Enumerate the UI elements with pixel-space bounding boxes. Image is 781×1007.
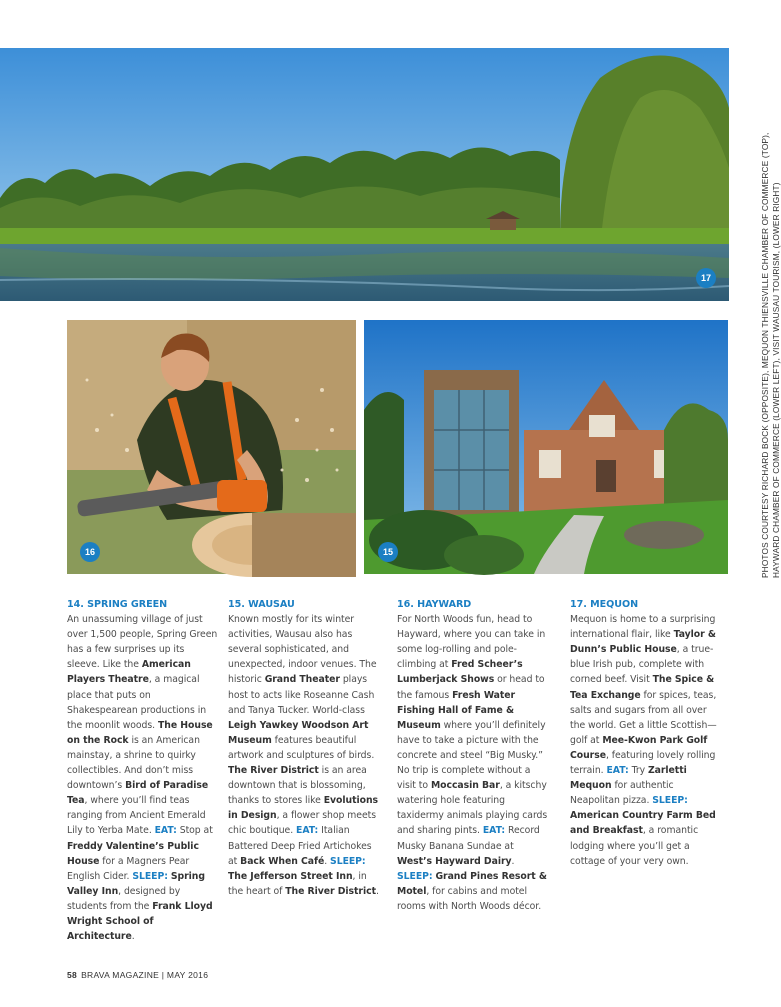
venue-name: The Spice & Tea Exchange xyxy=(570,674,715,701)
page-footer xyxy=(67,970,208,980)
text: , in the heart of xyxy=(228,870,367,897)
section-heading-hayward: 16. HAYWARD xyxy=(397,599,472,610)
text: , designed by students from the xyxy=(67,885,181,912)
photo-credit xyxy=(760,118,781,578)
venue-name: Fresh Water Fishing Hall of Fame & Museum xyxy=(397,689,516,731)
venue-name: Leigh Yawkey Woodson Art Museum xyxy=(228,719,369,746)
venue-name: The House on the Rock xyxy=(67,719,213,746)
venue-name: Moccasin Bar xyxy=(430,780,500,792)
venue-name: Grand Pines Resort & Motel xyxy=(397,870,547,897)
article-wausau xyxy=(228,597,380,899)
venue-name: Evolutions in Design xyxy=(228,795,378,822)
photo-number-badge-16: 16 xyxy=(80,542,100,562)
text: , for cabins and motel rooms with North Woods décor. xyxy=(397,885,542,912)
text: , a true-blue Irish pub, complete with corned beef. Visit xyxy=(570,644,714,686)
text: . xyxy=(324,855,331,867)
article-hayward xyxy=(397,597,549,914)
eat-label: EAT: xyxy=(154,825,177,837)
text: features beautiful artwork and sculptures of birds. xyxy=(228,734,375,761)
text: is an American mainstay, a shrine to quirky collectibles. And don’t miss downtown’s xyxy=(67,734,200,792)
venue-name: Taylor & Dunn’s Public House xyxy=(570,629,716,656)
venue-name: Fred Scheer’s Lumberjack Shows xyxy=(397,659,523,686)
page-number: 58 xyxy=(67,970,78,980)
venue-name: Back When Café xyxy=(240,855,325,867)
venue-name: Frank Lloyd Wright School of Architecture xyxy=(67,900,213,943)
photo-credit-line-2: HAYWARD CHAMBER OF COMMERCE (LOWER LEFT), VISIT WAUSAU TOURISM, (LOWER RIGHT) xyxy=(770,182,781,578)
venue-name: Spring Valley Inn xyxy=(67,870,205,897)
section-heading-wausau: 15. WAUSAU xyxy=(228,599,295,610)
magazine-issue: BRAVA MAGAZINE | MAY 2016 xyxy=(81,970,209,980)
venue-name: American Country Farm Bed and Breakfast xyxy=(570,810,716,837)
article-spring-green xyxy=(67,597,219,944)
eat-label: EAT: xyxy=(296,825,319,837)
photo-number-badge-15: 15 xyxy=(378,542,398,562)
venue-name: Bird of Paradise Tea xyxy=(67,780,209,807)
venue-name: Grand Theater xyxy=(264,674,340,686)
photo-number-badge-17: 17 xyxy=(696,268,716,288)
venue-name: American Players Theatre xyxy=(67,659,191,686)
sleep-label: SLEEP: xyxy=(132,870,168,882)
text: . xyxy=(375,885,379,897)
text: is an area downtown that is blossoming, thanks to stores like xyxy=(228,765,367,807)
text: For North Woods fun, head to Hayward, where you can take in some log-rolling and pole-climbing at xyxy=(397,614,546,671)
photo-credit-line-1: PHOTOS COURTESY RICHARD BOCK (OPPOSITE), MEQUON THIENSVILLE CHAMBER OF COMMERCE (TOP), xyxy=(760,132,770,578)
text: An unassuming village of just over 1,500 people, Spring Green has a few surprises up its sleeve. Like the xyxy=(67,614,218,671)
text: , a romantic lodging where you’ll get a cottage of your very own. xyxy=(570,825,699,867)
text: for a Magners Pear English Cider. xyxy=(67,855,190,882)
text: , featuring lovely rolling terrain. xyxy=(570,749,716,777)
text: . xyxy=(511,855,515,867)
venue-name: The Jefferson Street Inn xyxy=(228,870,353,882)
text: . xyxy=(131,931,135,943)
venue-name: Freddy Valentine’s Public House xyxy=(67,840,199,867)
article-mequon xyxy=(570,597,722,869)
sleep-label: SLEEP: xyxy=(652,795,688,807)
photo-wausau-museum xyxy=(364,320,728,574)
text: Stop at xyxy=(176,825,213,837)
text: for authentic Neapolitan pizza. xyxy=(570,780,674,807)
sleep-label: SLEEP: xyxy=(330,855,366,867)
venue-name: West’s Hayward Dairy xyxy=(397,855,512,867)
text: where you’ll definitely have to take a picture with the concrete and steel “Big Musky.” No trip is complete without a visit to xyxy=(397,719,546,792)
text: Try xyxy=(628,765,648,777)
text: Italian Battered Deep Fried Artichokes at xyxy=(228,825,372,867)
text: or head to the famous xyxy=(397,674,545,701)
venue-name: Zarletti Mequon xyxy=(570,765,687,792)
text: , a magical place that puts on Shakespearean productions in the moonlit woods. xyxy=(67,674,207,731)
text: Known mostly for its winter activities, Wausau also has several sophisticated, and unexpected, indoor venues. The historic xyxy=(228,614,377,686)
venue-name: The River District xyxy=(228,765,319,777)
section-heading-spring-green: 14. SPRING GREEN xyxy=(67,599,168,610)
section-heading-mequon: 17. MEQUON xyxy=(570,599,639,610)
photo-mequon-pond xyxy=(0,48,729,301)
sleep-label: SLEEP: xyxy=(397,870,433,882)
eat-label: EAT: xyxy=(482,825,506,837)
text: plays host to acts like Roseanne Cash and Tanya Tucker. World-class xyxy=(228,674,375,716)
venue-name: The River District xyxy=(285,885,376,897)
photo-hayward-lumberjack xyxy=(67,320,356,574)
text: for spices, teas, salts and sugars from all over the world. Get a little Scottish—golf at xyxy=(570,689,717,746)
text: Record Musky Banana Sundae at xyxy=(397,825,540,852)
venue-name: Mee-Kwon Park Golf Course xyxy=(570,734,708,761)
text: , where you’ll find teas ranging from Ancient Emerald Lily to Yerba Mate. xyxy=(67,795,206,837)
text: Mequon is home to a surprising international flair, like xyxy=(570,614,716,641)
eat-label: EAT: xyxy=(606,765,629,777)
text: , a flower shop meets chic boutique. xyxy=(228,810,377,837)
text: , a kitschy watering hole featuring taxidermy animals playing cards and sharing pints. xyxy=(397,780,548,837)
